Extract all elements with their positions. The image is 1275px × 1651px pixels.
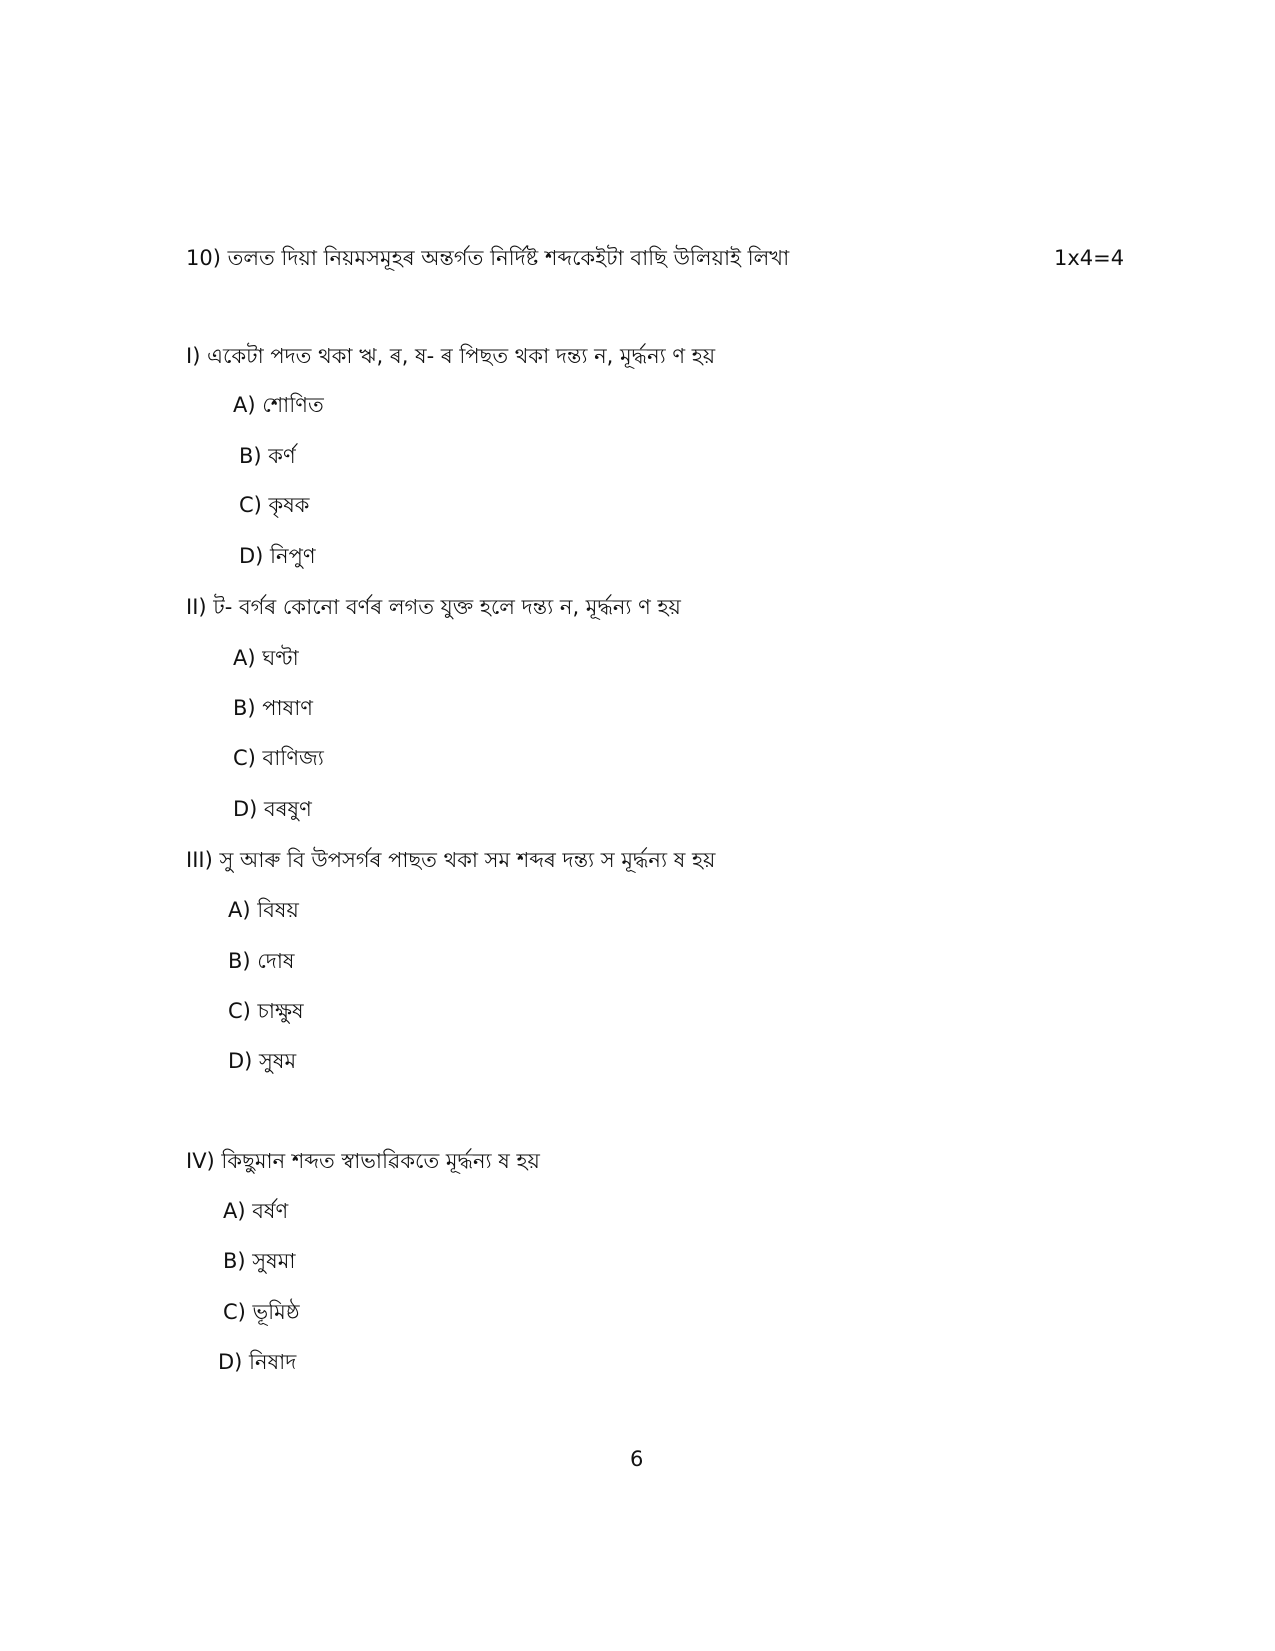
section-2-option-a: A) ঘণ্টা bbox=[233, 646, 299, 670]
section-2-option-b: B) পাষাণ bbox=[233, 696, 313, 720]
section-3-option-c: C) চাক্ষুষ bbox=[228, 999, 304, 1023]
question-title: 10) তলত দিয়া নিয়মসমূহৰ অন্তৰ্গত নিৰ্দিষ্ট শব্দকেইটা বাছি উলিয়াই লিখা bbox=[186, 246, 790, 270]
section-4-option-b: B) সুষমা bbox=[223, 1249, 296, 1273]
section-3-option-d: D) সুষম bbox=[228, 1049, 297, 1073]
section-4-prompt: IV) কিছুমান শব্দত স্বাভাৱিকতে মূৰ্দ্ধন্য ষ হয় bbox=[186, 1149, 540, 1173]
section-1-prompt: I) একেটা পদত থকা ঋ, ৰ, ষ- ৰ পিছত থকা দন্ত্য ন, মূৰ্দ্ধন্য ণ হয় bbox=[186, 344, 716, 368]
section-3-option-a: A) বিষয় bbox=[228, 898, 299, 922]
section-4-option-d: D) নিষাদ bbox=[218, 1350, 297, 1374]
page-number: 6 bbox=[630, 1447, 644, 1471]
section-2-option-c: C) বাণিজ্য bbox=[233, 746, 324, 770]
section-4-option-a: A) বৰ্ষণ bbox=[223, 1199, 289, 1223]
section-3-option-b: B) দোষ bbox=[228, 949, 295, 973]
section-1-option-b: B) কৰ্ণ bbox=[239, 444, 296, 468]
section-2-prompt: II) ট- বৰ্গৰ কোনো বৰ্ণৰ লগত যুক্ত হলে দন্ত্য ন, মূৰ্দ্ধন্য ণ হয় bbox=[186, 595, 681, 619]
section-4-option-c: C) ভূমিষ্ঠ bbox=[223, 1300, 300, 1324]
section-2-option-d: D) বৰষুণ bbox=[233, 797, 312, 821]
section-1-option-d: D) নিপুণ bbox=[239, 544, 316, 568]
question-marks: 1x4=4 bbox=[1054, 246, 1125, 270]
section-3-prompt: III) সু আৰু বি উপসৰ্গৰ পাছত থকা সম শব্দৰ দন্ত্য স মূৰ্দ্ধন্য ষ হয় bbox=[186, 848, 716, 872]
section-1-option-a: A) শোণিত bbox=[233, 393, 324, 417]
section-1-option-c: C) কৃষক bbox=[239, 493, 310, 517]
